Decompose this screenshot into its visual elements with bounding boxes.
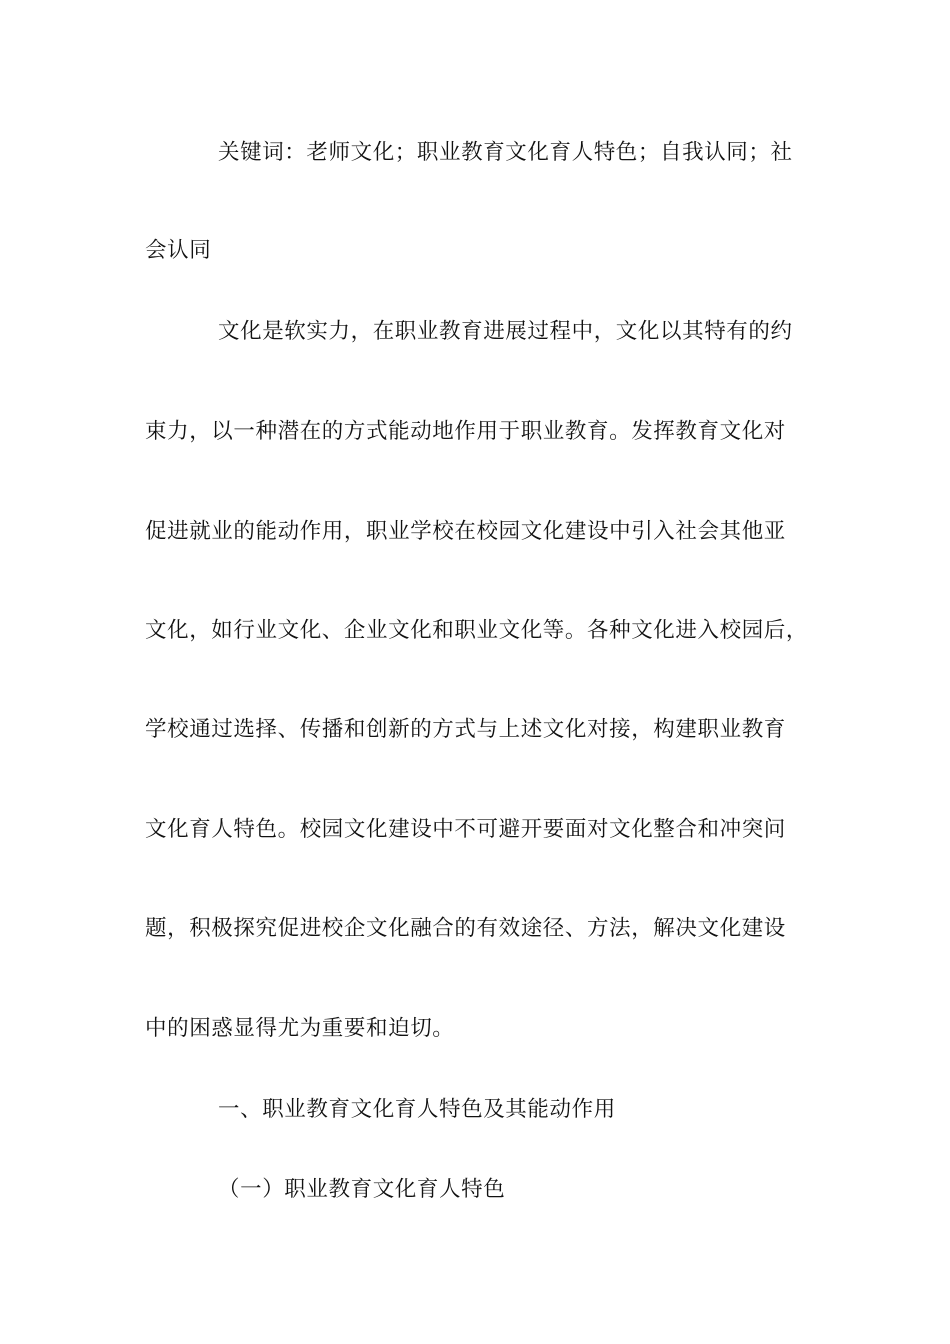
paragraph-line: 文化是软实力，在职业教育进展过程中，文化以其特有的约	[218, 319, 793, 344]
paragraph-line: 中的困惑显得尤为重要和迫切。	[145, 1016, 455, 1041]
paragraph-line: 束力，以一种潜在的方式能动地作用于职业教育。发挥教育文化对	[145, 419, 786, 444]
paragraph-line: 文化育人特色。校园文化建设中不可避开要面对文化整合和冲突问	[145, 817, 786, 842]
paragraph-line: 促进就业的能动作用，职业学校在校园文化建设中引入社会其他亚	[145, 519, 786, 544]
paragraph-line: 学校通过选择、传播和创新的方式与上述文化对接，构建职业教育	[145, 717, 786, 742]
section-heading: 一、职业教育文化育人特色及其能动作用	[218, 1097, 616, 1122]
keywords-line-2: 会认同	[145, 238, 212, 263]
subsection-heading: （一）职业教育文化育人特色	[218, 1177, 506, 1202]
paragraph-line: 文化，如行业文化、企业文化和职业文化等。各种文化进入校园后，	[145, 618, 809, 643]
paragraph-line: 题，积极探究促进校企文化融合的有效途径、方法，解决文化建设	[145, 916, 786, 941]
keywords-line-1: 关键词：老师文化；职业教育文化育人特色；自我认同；社	[218, 140, 793, 165]
